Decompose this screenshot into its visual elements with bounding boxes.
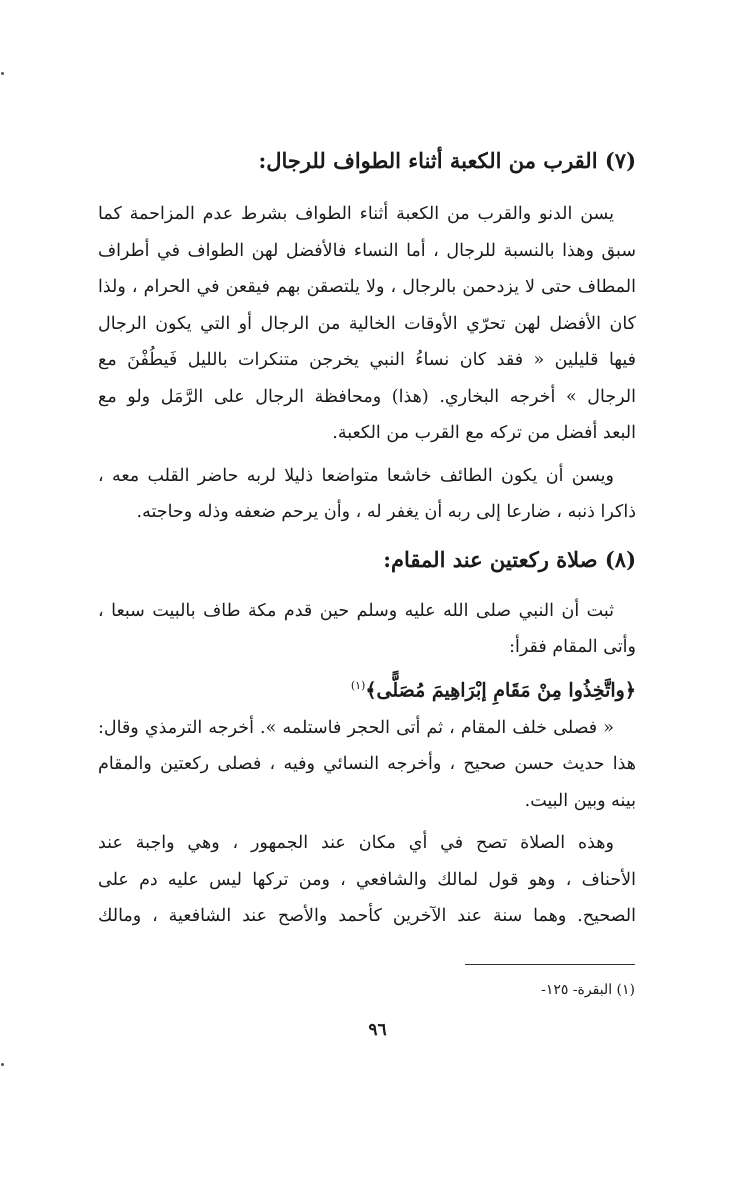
text-line: ذاكرا ذنبه ، ضارعا إلى ربه أن يغفر له ، وأن يرحم ضعفه وذله وحاجته. <box>136 502 636 522</box>
section-8-heading: (٨) صلاة ركعتين عند المقام: <box>383 546 636 572</box>
text-line: الصحيح. وهما سنة عند الآخرين كأحمد والأصح عند الشافعية ، ومالك <box>98 906 636 927</box>
quran-verse <box>98 666 636 710</box>
text-line: وأتى المقام فقرأ: <box>509 637 636 657</box>
verse-text: ﴿واتَّخِذُوا مِنْ مَقَامِ إبْرَاهِيمَ مُصَلًّى﴾ <box>365 678 636 701</box>
text-line: ويسن أن يكون الطائف خاشعا متواضعا ذليلا لربه حاضر القلب معه ، <box>98 465 614 486</box>
text-line: بينه وبين البيت. <box>524 790 636 811</box>
text-line: وهذه الصلاة تصح في أي مكان عند الجمهور ، وهي واجبة عند <box>98 833 614 854</box>
scan-mark-top <box>1 72 4 75</box>
footnote: (١) البقرة- ١٢٥- <box>541 982 635 998</box>
text-line: كان الأفضل لهن تحرّي الأوقات الخالية من الرجال أو التي يكون الرجال <box>98 313 636 334</box>
scan-mark-bottom <box>1 1063 4 1066</box>
section-7-heading: (٧) القرب من الكعبة أثناء الطواف للرجال: <box>258 148 636 173</box>
text-line: يسن الدنو والقرب من الكعبة أثناء الطواف بشرط عدم المزاحمة كما <box>98 204 614 224</box>
text-line: هذا حديث حسن صحيح ، وأخرجه النسائي وفيه ، فصلى ركعتين والمقام <box>98 754 636 775</box>
text-line: سبق وهذا بالنسبة للرجال ، أما النساء فالأفضل لهن الطواف في أطراف <box>98 240 636 261</box>
footnote-ref[interactable]: (١) <box>350 678 366 692</box>
text-line: « فصلى خلف المقام ، ثم أتى الحجر فاستلمه ». أخرجه الترمذي وقال: <box>98 717 614 738</box>
page-body <box>98 138 636 941</box>
text-line: فيها قليلين « فقد كان نساءُ النبي يخرجن متنكرات بالليل فَيطُفْنَ مع <box>98 350 636 370</box>
footnote-divider <box>465 964 635 965</box>
section-7-paragraph-1 <box>98 196 636 452</box>
page-number: ٩٦ <box>368 1020 387 1040</box>
text-line: المطاف حتى لا يزدحمن بالرجال ، ولا يلتصقن بهم فيقعن في الحرام ، ولذا <box>98 277 636 297</box>
text-line: البعد أفضل من تركه مع القرب من الكعبة. <box>332 423 636 443</box>
section-8-paragraph-3 <box>98 825 636 935</box>
section-7-paragraph-2 <box>98 458 636 531</box>
section-8-paragraph-1 <box>98 593 636 666</box>
text-line: الأحناف ، وهو قول لمالك والشافعي ، ومن تركها ليس عليه دم على <box>98 869 636 890</box>
text-line: ثبت أن النبي صلى الله عليه وسلم حين قدم مكة طاف بالبيت سبعا ، <box>98 600 614 621</box>
section-8-paragraph-2 <box>98 710 636 820</box>
text-line: الرجال » أخرجه البخاري. (هذا) ومحافظة الرجال على الرَّمَل ولو مع <box>98 386 636 407</box>
